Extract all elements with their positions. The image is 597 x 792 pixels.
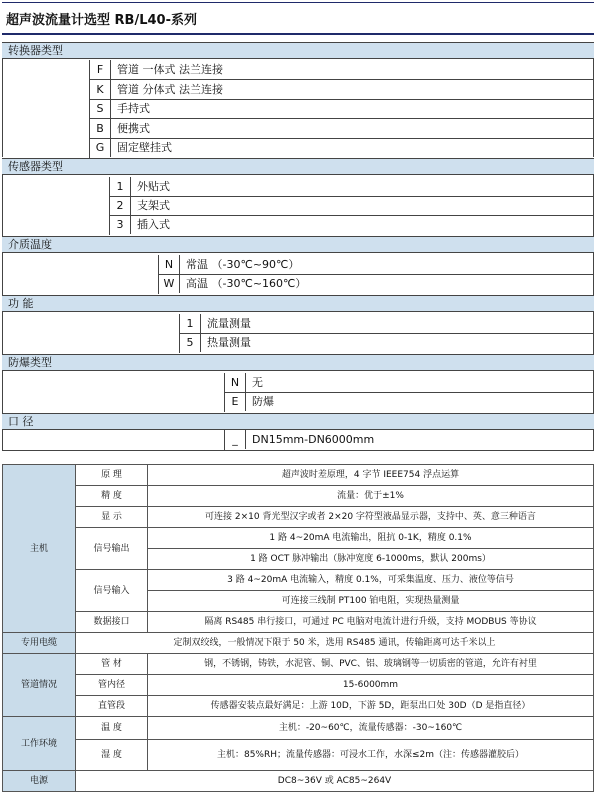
row-label: 信号输出 <box>76 528 148 570</box>
page-title: 超声波流量计选型 RB/L40-系列 <box>6 13 197 28</box>
option-row <box>109 196 593 216</box>
row-value: 主机：85%RH；流量传感器：可浸水工作，水深≤2m（注：传感器灌胶后） <box>148 740 594 771</box>
row-label: 直管段 <box>76 696 148 717</box>
option-text: 热量测量 <box>207 336 251 349</box>
section-block-function <box>2 312 594 354</box>
row-value: 隔离 RS485 串行接口，可通过 PC 电脑对电流计进行升级，支持 MODBUS 等协议 <box>148 612 594 633</box>
section-label: 功 能 <box>8 297 34 310</box>
option-code: B <box>90 119 111 138</box>
section-header-converter <box>2 42 594 59</box>
row-value: 可连接 2×10 背光型汉字或者 2×20 字符型液晶显示器，支持中、英、意三种语言 <box>148 507 594 528</box>
table-row <box>3 675 594 696</box>
option-code: 1 <box>180 314 201 333</box>
table-row <box>3 570 594 591</box>
row-label: 信号输入 <box>76 570 148 612</box>
section-label: 转换器类型 <box>8 44 63 57</box>
table-row <box>3 654 594 675</box>
section-label: 口 径 <box>8 415 34 428</box>
option-row <box>179 314 593 334</box>
option-text: DN15mm-DN6000mm <box>252 433 375 446</box>
row-value: 3 路 4~20mA 电流输入，精度 0.1%，可采集温度、压力、液位等信号 <box>148 570 594 591</box>
section-label: 传感器类型 <box>8 160 63 173</box>
row-value: 15-6000mm <box>148 675 594 696</box>
option-text: 常温 （-30℃~90℃） <box>186 258 300 271</box>
row-label: 显 示 <box>76 507 148 528</box>
section-label: 防爆类型 <box>8 356 52 369</box>
option-code: 2 <box>110 196 131 215</box>
option-text: 无 <box>252 376 263 389</box>
option-row <box>158 255 593 275</box>
option-code: G <box>90 138 111 157</box>
table-row <box>3 717 594 740</box>
section-header-temperature <box>2 236 594 253</box>
row-label: 温 度 <box>76 717 148 740</box>
row-label: 湿 度 <box>76 740 148 771</box>
option-text: 外贴式 <box>137 180 170 193</box>
table-row <box>3 633 594 654</box>
option-text: 便携式 <box>117 122 150 135</box>
section-label: 介质温度 <box>8 238 52 251</box>
option-row <box>158 274 593 294</box>
option-text: 流量测量 <box>207 317 251 330</box>
table-row <box>3 486 594 507</box>
option-row <box>224 373 593 393</box>
row-value: 1 路 4~20mA 电流输出，阻抗 0-1K，精度 0.1% <box>148 528 594 549</box>
category-power: 电源 <box>3 771 76 792</box>
row-value: 钢，不锈钢，铸铁，水泥管、铜、PVC、铝、玻璃钢等一切质密的管道，允许有衬里 <box>148 654 594 675</box>
table-row <box>3 507 594 528</box>
spec-table <box>2 464 594 792</box>
option-code: F <box>90 60 111 79</box>
section-block-diameter <box>2 430 594 451</box>
option-text: 管道 一体式 法兰连接 <box>117 63 223 76</box>
option-code: N <box>225 373 246 392</box>
table-row <box>3 465 594 486</box>
section-block-sensor <box>2 175 594 236</box>
option-row <box>89 60 593 80</box>
section-header-diameter <box>2 413 594 430</box>
section-block-converter <box>2 58 594 157</box>
option-text: 固定壁挂式 <box>117 141 172 154</box>
row-value: 流量：优于±1% <box>148 486 594 507</box>
option-code: 1 <box>110 177 131 196</box>
row-value: 定制双绞线，一般情况下限于 50 米，选用 RS485 通讯，传输距离可达千米以上 <box>76 633 594 654</box>
option-text: 插入式 <box>137 218 170 231</box>
category-cable: 专用电缆 <box>3 633 76 654</box>
table-row <box>3 740 594 771</box>
option-row <box>89 80 593 100</box>
table-row <box>3 696 594 717</box>
option-row <box>179 333 593 353</box>
table-row <box>3 612 594 633</box>
category-environment: 工作环境 <box>3 717 76 771</box>
table-row <box>3 771 594 792</box>
row-value: 主机：-20~60℃，流量传感器：-30~160℃ <box>148 717 594 740</box>
row-value: 传感器安装点最好满足：上游 10D，下游 5D，距泵出口处 30D（D 是指直径） <box>148 696 594 717</box>
section-header-explosion <box>2 354 594 371</box>
row-value: 可连接三线制 PT100 铂电阻，实现热量测量 <box>148 591 594 612</box>
top-rule <box>2 2 594 3</box>
row-value: 1 路 OCT 脉冲输出（脉冲宽度 6-1000ms，默认 200ms） <box>148 549 594 570</box>
section-block-explosion <box>2 371 594 413</box>
option-row <box>224 392 593 412</box>
row-label: 管内径 <box>76 675 148 696</box>
option-code: 5 <box>180 333 201 352</box>
row-value: DC8~36V 或 AC85~264V <box>76 771 594 792</box>
option-text: 手持式 <box>117 102 150 115</box>
option-code: N <box>159 255 180 274</box>
option-text: 管道 分体式 法兰连接 <box>117 83 223 96</box>
category-pipe: 管道情况 <box>3 654 76 717</box>
option-code: S <box>90 99 111 118</box>
option-code: K <box>90 80 111 99</box>
row-label: 数据接口 <box>76 612 148 633</box>
option-row <box>89 138 593 158</box>
row-label: 精 度 <box>76 486 148 507</box>
section-block-temperature <box>2 253 594 295</box>
option-code: E <box>225 392 246 411</box>
row-label: 管 材 <box>76 654 148 675</box>
option-code: _ <box>225 430 246 449</box>
option-row <box>224 430 593 450</box>
section-header-sensor <box>2 158 594 175</box>
option-text: 高温 （-30℃~160℃） <box>186 277 307 290</box>
option-text: 支架式 <box>137 199 170 212</box>
option-code: W <box>159 274 180 293</box>
option-code: 3 <box>110 215 131 234</box>
category-main: 主机 <box>3 465 76 633</box>
option-row <box>109 215 593 235</box>
option-text: 防爆 <box>252 395 274 408</box>
table-row <box>3 528 594 549</box>
row-value: 超声波时差原理，4 字节 IEEE754 浮点运算 <box>148 465 594 486</box>
row-label: 原 理 <box>76 465 148 486</box>
title-rule <box>2 33 594 35</box>
option-row <box>89 99 593 119</box>
section-header-function <box>2 295 594 312</box>
option-row <box>89 119 593 139</box>
option-row <box>109 177 593 197</box>
